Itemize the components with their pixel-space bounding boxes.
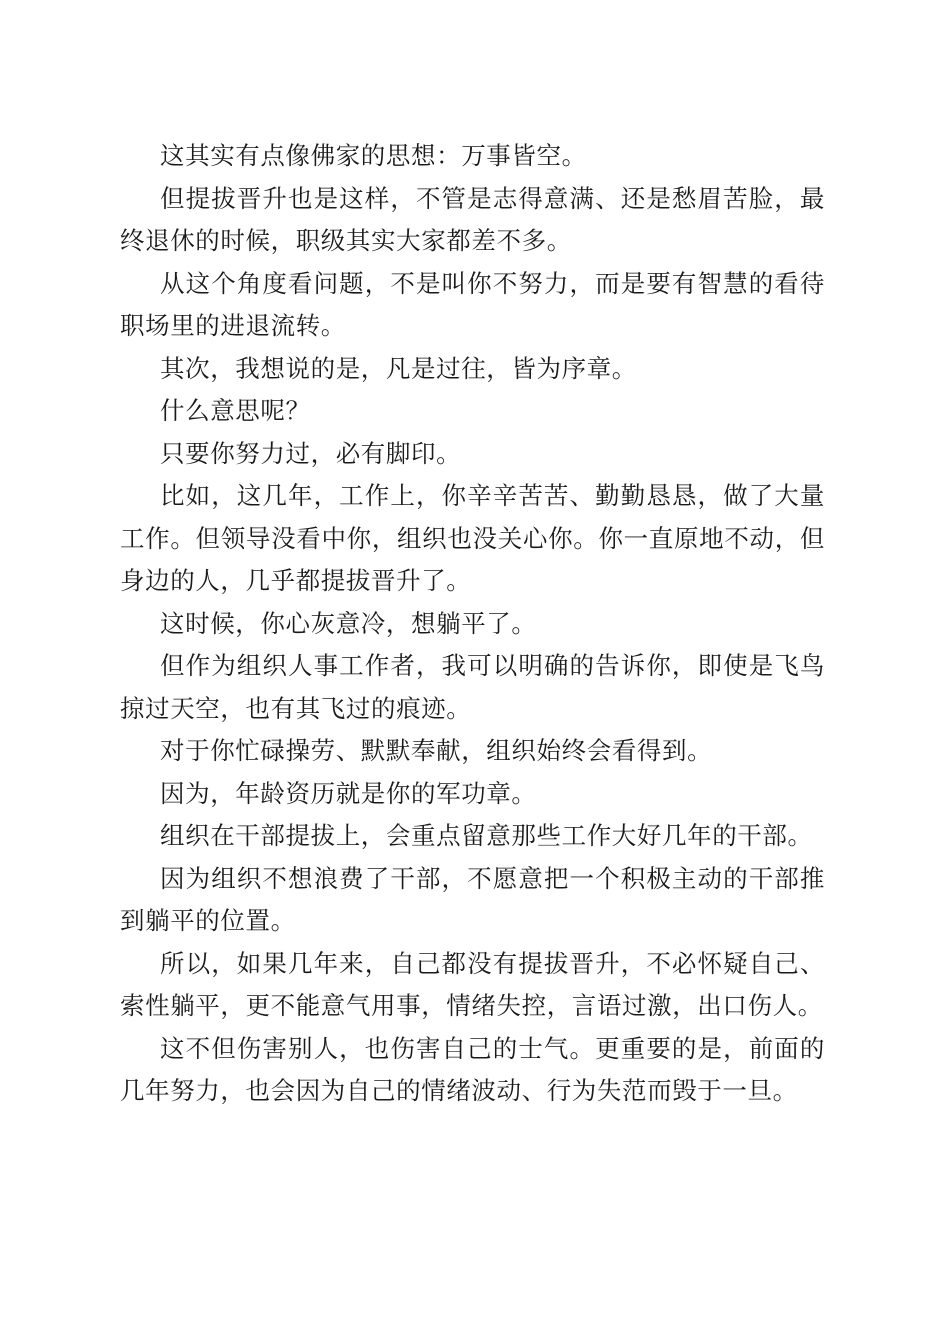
- paragraph: 但作为组织人事工作者，我可以明确的告诉你，即使是飞鸟掠过天空，也有其飞过的痕迹。: [120, 651, 825, 723]
- paragraph: 所以，如果几年来，自己都没有提拔晋升，不必怀疑自己、索性躺平，更不能意气用事，情绪失控，言语过激，出口伤人。: [120, 948, 825, 1020]
- paragraph: 因为，年龄资历就是你的军功章。: [160, 778, 537, 808]
- paragraph: 但提拔晋升也是这样，不管是志得意满、还是愁眉苦脸，最终退休的时候，职级其实大家都差不多。: [120, 183, 825, 255]
- paragraph: 这不但伤害别人，也伤害自己的士气。更重要的是，前面的几年努力，也会因为自己的情绪波动、行为失范而毁于一旦。: [120, 1033, 825, 1105]
- paragraph: 什么意思呢？: [160, 396, 311, 425]
- paragraph: 因为组织不想浪费了干部，不愿意把一个积极主动的干部推到躺平的位置。: [120, 863, 825, 935]
- document-page: [120, 135, 825, 1113]
- paragraph: 组织在干部提拔上，会重点留意那些工作大好几年的干部。: [160, 821, 813, 850]
- paragraph: 比如，这几年，工作上，你辛辛苦苦、勤勤恳恳，做了大量工作。但领导没看中你，组织也没关心你。你一直原地不动，但身边的人，几乎都提拔晋升了。: [120, 481, 825, 595]
- paragraph: 对于你忙碌操劳、默默奉献，组织始终会看得到。: [160, 736, 713, 765]
- paragraph: 其次，我想说的是，凡是过往，皆为序章。: [160, 353, 637, 383]
- paragraph: 这其实有点像佛家的思想：万事皆空。: [160, 141, 587, 170]
- paragraph: 只要你努力过，必有脚印。: [160, 438, 462, 468]
- paragraph: 从这个角度看问题，不是叫你不努力，而是要有智慧的看待职场里的进退流转。: [120, 268, 825, 340]
- paragraph: 这时候，你心灰意冷，想躺平了。: [160, 608, 537, 638]
